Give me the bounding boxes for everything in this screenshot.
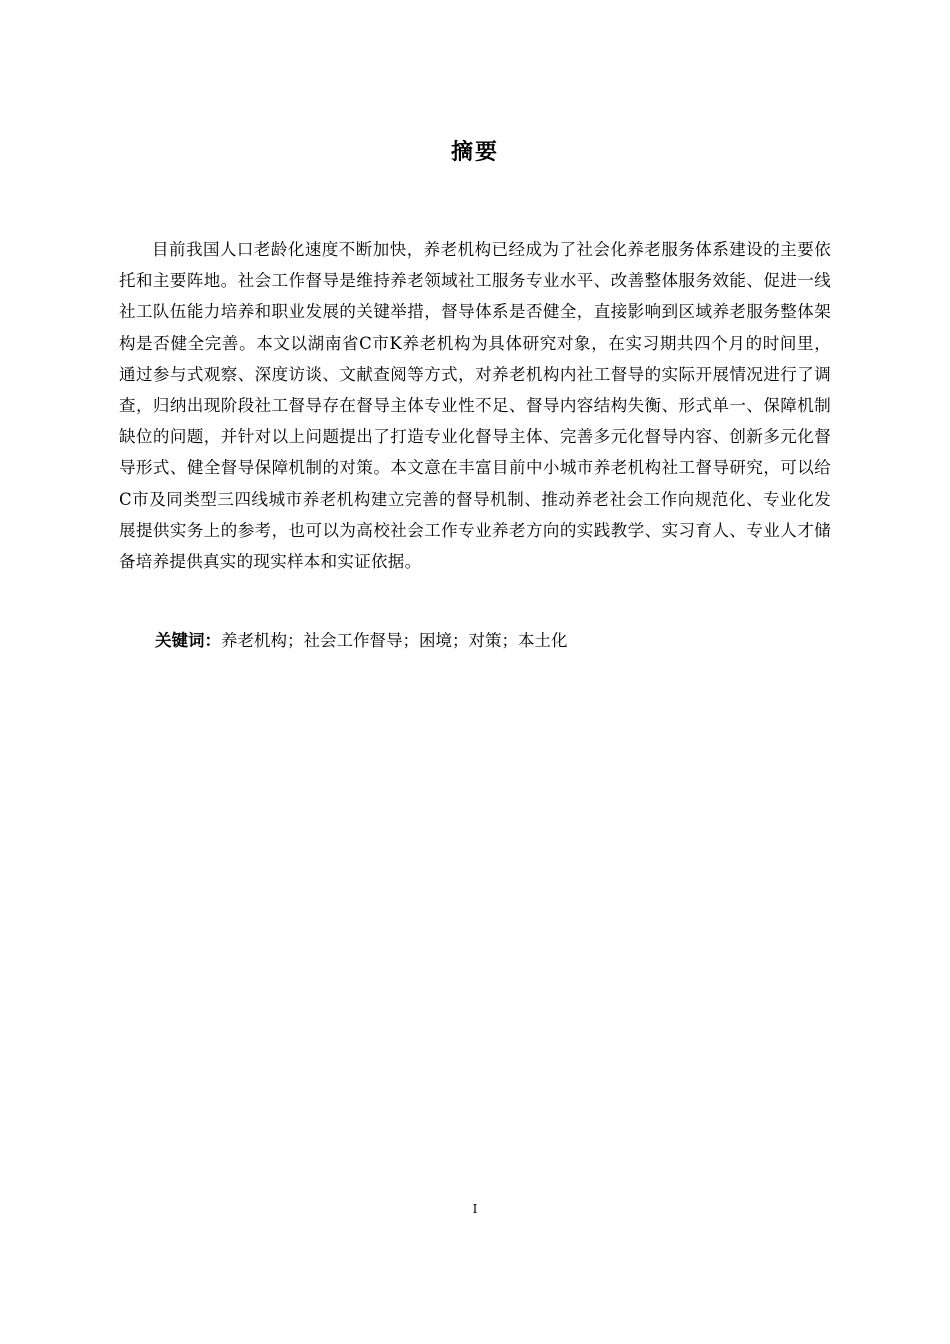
- keywords-text: 养老机构；社会工作督导；困境；对策；本土化: [221, 631, 568, 650]
- page-title: 摘要: [450, 140, 499, 165]
- page-number: I: [472, 1202, 478, 1216]
- keywords-line: [155, 626, 835, 656]
- abstract-paragraph: 目前我国人口老龄化速度不断加快，养老机构已经成为了社会化养老服务体系建设的主要依托和主要阵地。社会工作督导是维持养老领域社工服务专业水平、改善整体服务效能、促进一线社工队伍能力培养和职业发展的关键举措，督导体系是否健全，直接影响到区域养老服务整体架构是否健全完善。本文以湖南省C市K养老机构为具体研究对象，在实习期共四个月的时间里，通过参与式观察、深度访谈、文献查阅等方式，对养老机构内社工督导的实际开展情况进行了调查，归纳出现阶段社工督导存在督导主体专业性不足、督导内容结构失衡、形式单一、保障机制缺位的问题，并针对以上问题提出了打造专业化督导主体、完善多元化督导内容、创新多元化督导形式、健全督导保障机制的对策。本文意在丰富目前中小城市养老机构社工督导研究，可以给C市及同类型三四线城市养老机构建立完善的督导机制、推动养老社会工作向规范化、专业化发展提供实务上的参考，也可以为高校社会工作专业养老方向的实践教学、实习育人、专业人才储备培养提供真实的现实样本和实证依据。: [119, 240, 831, 572]
- keywords-label: 关键词：: [155, 631, 221, 650]
